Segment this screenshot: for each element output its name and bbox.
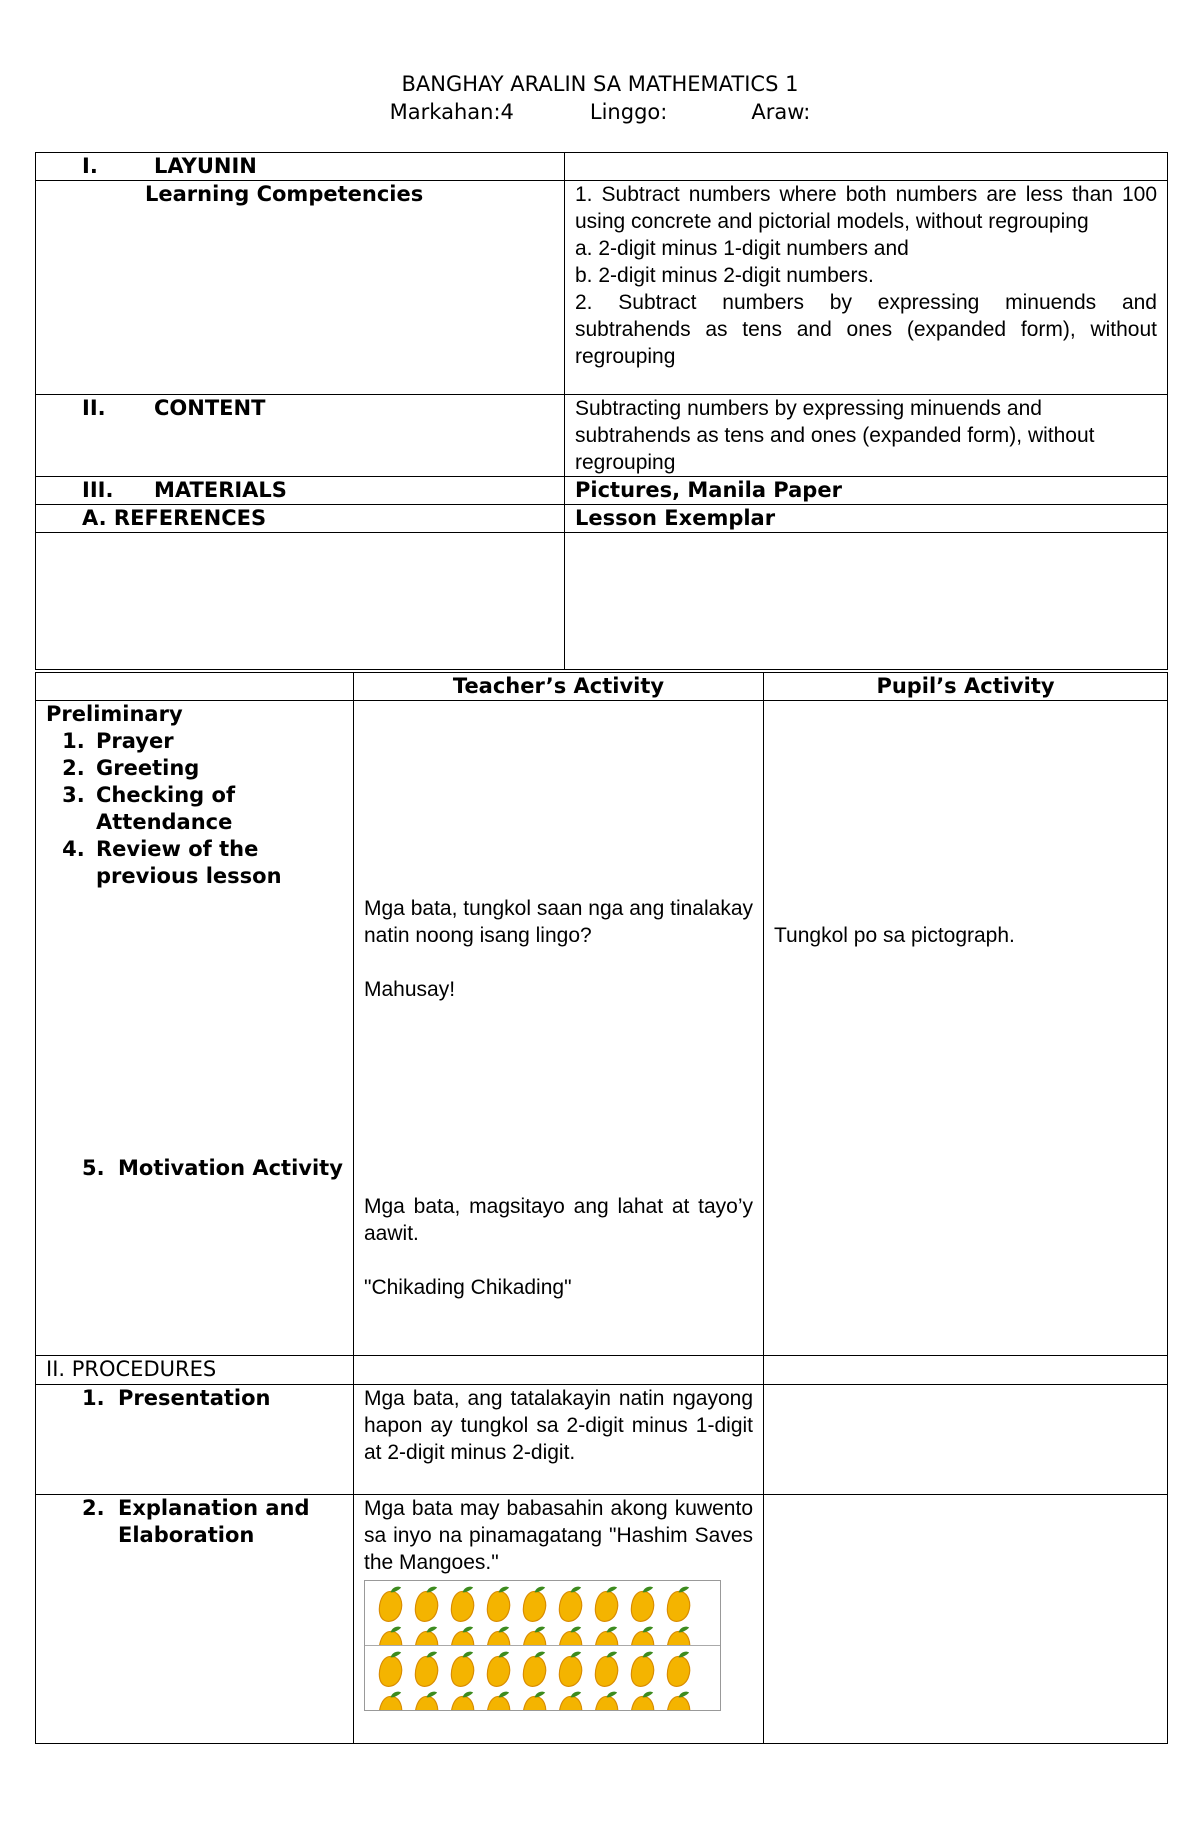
song-title: "Chikading Chikading": [364, 1276, 572, 1299]
mango-icon: [519, 1650, 550, 1690]
markahan-label: Markahan:4: [389, 100, 514, 124]
list-item: 4. Review of the previous lesson: [92, 836, 343, 890]
mango-icon: [627, 1625, 658, 1645]
content-num: II.: [82, 396, 106, 420]
materials-heading-cell: [36, 477, 565, 505]
motivation-num: 5.: [82, 1156, 105, 1180]
mango-icon: [555, 1690, 586, 1710]
explanation-teacher-cell: [354, 1495, 764, 1744]
mango-icon: [375, 1625, 406, 1645]
references-text: Lesson Exemplar: [565, 505, 1168, 533]
teacher-activity-header: Teacher’s Activity: [354, 673, 764, 701]
mango-strip: [365, 1581, 720, 1645]
pupil-activity-header: Pupil’s Activity: [764, 673, 1168, 701]
objectives-table: [35, 152, 1168, 670]
competency-b: b. 2-digit minus 2-digit numbers.: [575, 264, 874, 287]
teacher-review-question: Mga bata, tungkol saan nga ang tinalakay natin noong isang lingo?: [364, 897, 753, 947]
list-item: 3. Checking of Attendance: [92, 782, 343, 836]
competency-a: a. 2-digit minus 1-digit numbers and: [575, 237, 909, 260]
mango-icon: [447, 1650, 478, 1690]
teacher-preliminary-cell: [354, 701, 764, 1356]
mango-icon: [411, 1690, 442, 1710]
mango-icon: [411, 1625, 442, 1645]
teacher-review-praise: Mahusay!: [364, 978, 456, 1001]
materials-num: III.: [82, 478, 114, 502]
explanation-label: Explanation and Elaboration: [118, 1496, 310, 1547]
motivation-item: [46, 1155, 343, 1182]
content-heading: CONTENT: [154, 396, 266, 420]
mango-icon: [519, 1690, 550, 1710]
mango-icon: [627, 1585, 658, 1625]
mango-icon: [627, 1690, 658, 1710]
mango-icon: [411, 1650, 442, 1690]
presentation-label: Presentation: [118, 1386, 271, 1410]
mango-icon: [375, 1585, 406, 1625]
pupil-preliminary-cell: [764, 701, 1168, 1356]
teacher-motivation-text: Mga bata, magsitayo ang lahat at tayo’y aawit.: [364, 1195, 753, 1245]
mango-icon: [411, 1585, 442, 1625]
mango-strip: [365, 1645, 720, 1710]
mango-icon: [375, 1690, 406, 1710]
list-item: 1. Prayer: [92, 728, 343, 755]
blank-right-cell: [565, 533, 1168, 670]
mango-icon: [519, 1585, 550, 1625]
lesson-plan-title: BANGHAY ARALIN SA MATHEMATICS 1: [401, 72, 799, 96]
materials-heading: MATERIALS: [154, 478, 287, 502]
presentation-text: Mga bata, ang tatalakayin natin ngayong hapon ay tungkol sa 2-digit minus 1-digit at 2-digit minus 2-digit.: [354, 1385, 764, 1495]
mango-icon: [555, 1585, 586, 1625]
competency-1: 1. Subtract numbers where both numbers are less than 100 using concrete and pictorial models, without regrouping: [575, 183, 1157, 233]
presentation-cell: [36, 1385, 354, 1495]
content-text: Subtracting numbers by expressing minuends and subtrahends as tens and ones (expanded form), without regrouping: [565, 395, 1168, 477]
araw-label: Araw:: [751, 100, 811, 124]
activities-table: [35, 672, 1168, 1744]
mango-icon: [483, 1690, 514, 1710]
mango-icon: [447, 1690, 478, 1710]
mango-icon: [591, 1585, 622, 1625]
explanation-num: 2.: [82, 1496, 105, 1520]
mango-icon: [375, 1650, 406, 1690]
mango-icon: [519, 1625, 550, 1645]
mango-icon: [591, 1690, 622, 1710]
layunin-heading: LAYUNIN: [154, 154, 257, 178]
motivation-label: Motivation Activity: [118, 1156, 343, 1180]
competency-2: 2. Subtract numbers by expressing minuends and subtrahends as tens and ones (expanded form), without regrouping: [575, 291, 1157, 368]
preliminary-cell: [36, 701, 354, 1356]
linggo-label: Linggo:: [589, 100, 668, 124]
mango-icon: [663, 1690, 694, 1710]
materials-text: Pictures, Manila Paper: [565, 477, 1168, 505]
mango-icon: [591, 1650, 622, 1690]
explanation-cell: [36, 1495, 354, 1744]
competencies-cell: [565, 181, 1168, 395]
mango-icon: [663, 1650, 694, 1690]
references-heading: A. REFERENCES: [36, 505, 565, 533]
layunin-num: I.: [82, 154, 98, 178]
mango-icon: [663, 1585, 694, 1625]
procedures-heading: II. PROCEDURES: [36, 1356, 354, 1385]
mangoes-picture: [364, 1580, 721, 1711]
lesson-plan-meta: [0, 100, 1200, 124]
layunin-heading-cell: [36, 153, 565, 181]
presentation-num: 1.: [82, 1386, 105, 1410]
preliminary-list: [46, 728, 343, 890]
mango-icon: [447, 1625, 478, 1645]
preliminary-heading: Preliminary: [46, 702, 183, 726]
mango-icon: [555, 1650, 586, 1690]
mango-icon: [663, 1625, 694, 1645]
pupil-review-answer: Tungkol po sa pictograph.: [774, 924, 1015, 947]
explanation-text: Mga bata may babasahin akong kuwento sa inyo na pinamagatang "Hashim Saves the Mangoes.": [364, 1497, 753, 1574]
mango-icon: [483, 1625, 514, 1645]
mango-icon: [447, 1585, 478, 1625]
blank-left-cell: [36, 533, 565, 670]
list-item: 2. Greeting: [92, 755, 343, 782]
mango-icon: [591, 1625, 622, 1645]
mango-icon: [627, 1650, 658, 1690]
mango-icon: [483, 1585, 514, 1625]
learning-competencies-label: Learning Competencies: [36, 181, 565, 395]
mango-icon: [483, 1650, 514, 1690]
content-heading-cell: [36, 395, 565, 477]
mango-icon: [555, 1625, 586, 1645]
